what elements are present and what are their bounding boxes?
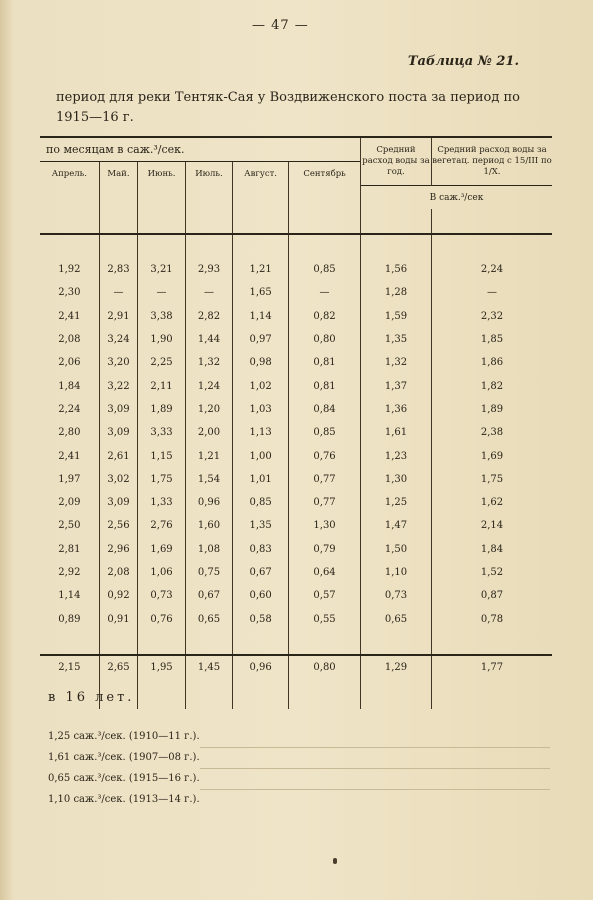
table-cell: 1,14 bbox=[58, 590, 81, 602]
table-cell: — bbox=[289, 281, 361, 304]
table-cell: 2,56 bbox=[99, 514, 137, 537]
column-header: Сентябрь bbox=[289, 162, 361, 186]
table-row bbox=[40, 444, 552, 467]
table-cell: 1,97 bbox=[58, 473, 81, 485]
table-cell: 1,00 bbox=[233, 444, 289, 467]
table-cell: 0,87 bbox=[432, 584, 553, 607]
table-cell: 0,57 bbox=[289, 584, 361, 607]
table-cell: 2,25 bbox=[138, 351, 186, 374]
page-number: — 47 — bbox=[252, 18, 309, 33]
table-cell: 2,32 bbox=[432, 305, 553, 328]
table-row bbox=[40, 305, 552, 328]
table-row bbox=[40, 584, 552, 607]
table-cell: 1,36 bbox=[361, 398, 432, 421]
table-cell: 1,75 bbox=[138, 468, 186, 491]
table-cell: 2,91 bbox=[99, 305, 137, 328]
table-cell: 0,81 bbox=[289, 374, 361, 397]
average-cell: 2,15 bbox=[40, 655, 99, 679]
table-cell: 2,14 bbox=[432, 514, 553, 537]
table-row bbox=[40, 351, 552, 374]
table-cell: 3,22 bbox=[99, 374, 137, 397]
table-cell: 1,59 bbox=[361, 305, 432, 328]
table-cell: 2,00 bbox=[185, 421, 232, 444]
table-cell: 0,79 bbox=[289, 538, 361, 561]
table-row bbox=[40, 468, 552, 491]
average-cell: 1,29 bbox=[361, 655, 432, 679]
table-cell: 1,84 bbox=[432, 538, 553, 561]
table-cell: 0,76 bbox=[289, 444, 361, 467]
table-row bbox=[40, 328, 552, 351]
table-cell: 0,60 bbox=[233, 584, 289, 607]
table-cell: 2,76 bbox=[138, 514, 186, 537]
table-cell: 1,33 bbox=[138, 491, 186, 514]
table-cell: 1,69 bbox=[138, 538, 186, 561]
table-cell: 2,06 bbox=[58, 357, 81, 369]
table-cell: 2,24 bbox=[58, 403, 81, 415]
average-cell: 1,77 bbox=[432, 655, 553, 679]
table-cell: 1,13 bbox=[233, 421, 289, 444]
average-cell: 2,65 bbox=[99, 655, 137, 679]
table-row bbox=[40, 281, 552, 304]
summary-line: 1,61 саж.³/сек. (1907—08 г.). bbox=[48, 752, 200, 763]
table-cell: 3,09 bbox=[99, 491, 137, 514]
note-text: в 16 лет. bbox=[48, 690, 135, 705]
table-cell: 0,83 bbox=[233, 538, 289, 561]
column-header: Май. bbox=[99, 162, 137, 186]
table-cell: 1,90 bbox=[138, 328, 186, 351]
table-cell: 0,81 bbox=[289, 351, 361, 374]
table-cell: 2,08 bbox=[99, 561, 137, 584]
table-cell: 1,25 bbox=[361, 491, 432, 514]
table-row bbox=[40, 398, 552, 421]
table-cell: 3,21 bbox=[138, 258, 186, 281]
table-cell: 1,61 bbox=[361, 421, 432, 444]
table-row bbox=[40, 421, 552, 444]
table-cell: 1,28 bbox=[361, 281, 432, 304]
months-label: по месяцам в саж.³/сек. bbox=[40, 137, 361, 162]
table-cell: 1,06 bbox=[138, 561, 186, 584]
table-cell: 1,50 bbox=[361, 538, 432, 561]
table-cell: 0,85 bbox=[289, 421, 361, 444]
table-cell: 2,50 bbox=[58, 520, 81, 532]
table-cell: 0,82 bbox=[289, 305, 361, 328]
table-cell: 1,20 bbox=[185, 398, 232, 421]
table-cell: 1,15 bbox=[138, 444, 186, 467]
summary-list bbox=[48, 726, 200, 810]
table-cell: — bbox=[138, 281, 186, 304]
table-cell: 0,76 bbox=[138, 607, 186, 630]
table-cell: 0,77 bbox=[289, 491, 361, 514]
spacer-row bbox=[40, 631, 552, 655]
column-header: Апрель. bbox=[40, 162, 99, 186]
table-cell: 1,08 bbox=[185, 538, 232, 561]
table-cell: 0,84 bbox=[289, 398, 361, 421]
spacer-row bbox=[40, 234, 552, 258]
table-cell: 1,84 bbox=[58, 380, 81, 392]
table-cell: 1,92 bbox=[58, 264, 81, 276]
table-cell: 0,64 bbox=[289, 561, 361, 584]
table-cell: 2,09 bbox=[58, 497, 81, 509]
table-cell: 0,78 bbox=[432, 607, 553, 630]
table-cell: 0,67 bbox=[233, 561, 289, 584]
table-cell: 2,81 bbox=[58, 543, 81, 555]
table-cell: 0,98 bbox=[233, 351, 289, 374]
table-cell: 2,24 bbox=[432, 258, 553, 281]
table-cell: 1,56 bbox=[361, 258, 432, 281]
table-cell: 0,80 bbox=[289, 328, 361, 351]
table-cell: 1,54 bbox=[185, 468, 232, 491]
flow-table bbox=[40, 136, 552, 709]
table-cell: 2,11 bbox=[138, 374, 186, 397]
table-row bbox=[40, 607, 552, 630]
table-cell: 1,23 bbox=[361, 444, 432, 467]
table-cell: 0,75 bbox=[185, 561, 232, 584]
table-cell: 1,02 bbox=[233, 374, 289, 397]
table-cell: 2,82 bbox=[185, 305, 232, 328]
table-cell: 1,62 bbox=[432, 491, 553, 514]
table-cell: 1,14 bbox=[233, 305, 289, 328]
table-row bbox=[40, 561, 552, 584]
table-cell: 1,30 bbox=[289, 514, 361, 537]
average-cell: 0,96 bbox=[233, 655, 289, 679]
table-cell: 1,89 bbox=[138, 398, 186, 421]
table-cell: 0,85 bbox=[289, 258, 361, 281]
table-cell: 1,89 bbox=[432, 398, 553, 421]
table-cell: 1,60 bbox=[185, 514, 232, 537]
header-row-1 bbox=[40, 137, 552, 162]
table-cell: 1,24 bbox=[185, 374, 232, 397]
table-cell: 3,09 bbox=[99, 421, 137, 444]
divider bbox=[200, 747, 550, 748]
table-cell: — bbox=[185, 281, 232, 304]
avg-year-header: Средний расход воды за год. bbox=[361, 137, 432, 186]
table-cell: 1,52 bbox=[432, 561, 553, 584]
table-cell: 1,03 bbox=[233, 398, 289, 421]
table-cell: 3,02 bbox=[99, 468, 137, 491]
table-cell: 1,86 bbox=[432, 351, 553, 374]
units-row bbox=[40, 186, 552, 210]
table-cell: 1,47 bbox=[361, 514, 432, 537]
table-heading: период для реки Тентяк-Сая у Воздвиженского поста за период по 1915—16 г. bbox=[56, 90, 520, 125]
table-cell: 2,41 bbox=[58, 450, 81, 462]
table-cell: 1,44 bbox=[185, 328, 232, 351]
table-cell: 0,73 bbox=[138, 584, 186, 607]
table-row bbox=[40, 491, 552, 514]
table-cell: 2,30 bbox=[58, 287, 81, 299]
table-cell: 1,21 bbox=[233, 258, 289, 281]
table-cell: 2,61 bbox=[99, 444, 137, 467]
table-cell: 1,01 bbox=[233, 468, 289, 491]
table-cell: 0,96 bbox=[185, 491, 232, 514]
printed-mark bbox=[333, 858, 337, 864]
avg-veg-header: Средний расход воды за вегетац. период с 15/III по 1/X. bbox=[432, 137, 553, 186]
table-row bbox=[40, 538, 552, 561]
table-cell: 1,35 bbox=[361, 328, 432, 351]
table-cell: 0,97 bbox=[233, 328, 289, 351]
divider bbox=[200, 789, 550, 790]
average-cell: 0,80 bbox=[289, 655, 361, 679]
table-cell: 2,96 bbox=[99, 538, 137, 561]
table-cell: 1,30 bbox=[361, 468, 432, 491]
table-cell: 2,08 bbox=[58, 334, 81, 346]
column-header: Август. bbox=[233, 162, 289, 186]
table-cell: 1,69 bbox=[432, 444, 553, 467]
table-cell: 0,92 bbox=[99, 584, 137, 607]
table-cell: 2,38 bbox=[432, 421, 553, 444]
table-cell: 3,33 bbox=[138, 421, 186, 444]
table-cell: 3,09 bbox=[99, 398, 137, 421]
table-cell: 0,55 bbox=[289, 607, 361, 630]
table-cell: 1,75 bbox=[432, 468, 553, 491]
divider bbox=[200, 768, 550, 769]
average-cell: 1,95 bbox=[138, 655, 186, 679]
table-cell: 3,24 bbox=[99, 328, 137, 351]
table-cell: 3,38 bbox=[138, 305, 186, 328]
table-cell: 2,93 bbox=[185, 258, 232, 281]
table-cell: 2,41 bbox=[58, 310, 81, 322]
column-header: Июль. bbox=[185, 162, 232, 186]
table-cell: 1,32 bbox=[361, 351, 432, 374]
table-cell: — bbox=[432, 281, 553, 304]
summary-line: 0,65 саж.³/сек. (1915—16 г.). bbox=[48, 773, 200, 784]
table-row bbox=[40, 514, 552, 537]
table-cell: 0,77 bbox=[289, 468, 361, 491]
units-label: В саж.³/сек bbox=[361, 186, 553, 210]
table-cell: 0,89 bbox=[58, 613, 81, 625]
average-row bbox=[40, 655, 552, 679]
table-cell: 2,92 bbox=[58, 566, 81, 578]
table-cell: 0,58 bbox=[233, 607, 289, 630]
table-cell: — bbox=[99, 281, 137, 304]
table-cell: 0,65 bbox=[361, 607, 432, 630]
table-cell: 1,37 bbox=[361, 374, 432, 397]
table-cell: 0,73 bbox=[361, 584, 432, 607]
table-row bbox=[40, 258, 552, 281]
table-cell: 0,65 bbox=[185, 607, 232, 630]
table-cell: 0,91 bbox=[99, 607, 137, 630]
summary-line: 1,10 саж.³/сек. (1913—14 г.). bbox=[48, 794, 200, 805]
column-header: Июнь. bbox=[138, 162, 186, 186]
summary-line: 1,25 саж.³/сек. (1910—11 г.). bbox=[48, 731, 200, 742]
table-cell: 1,10 bbox=[361, 561, 432, 584]
table-row bbox=[40, 374, 552, 397]
table-cell: 1,35 bbox=[233, 514, 289, 537]
table-cell: 0,85 bbox=[233, 491, 289, 514]
table-cell: 3,20 bbox=[99, 351, 137, 374]
table-title: Таблица № 21. bbox=[407, 54, 519, 69]
table-cell: 2,83 bbox=[99, 258, 137, 281]
table-cell: 1,32 bbox=[185, 351, 232, 374]
table-cell: 0,67 bbox=[185, 584, 232, 607]
table-cell: 1,65 bbox=[233, 281, 289, 304]
average-cell: 1,45 bbox=[185, 655, 232, 679]
table-cell: 1,82 bbox=[432, 374, 553, 397]
header-separator bbox=[40, 209, 552, 233]
table-cell: 1,85 bbox=[432, 328, 553, 351]
table-cell: 1,21 bbox=[185, 444, 232, 467]
table-cell: 2,80 bbox=[58, 427, 81, 439]
